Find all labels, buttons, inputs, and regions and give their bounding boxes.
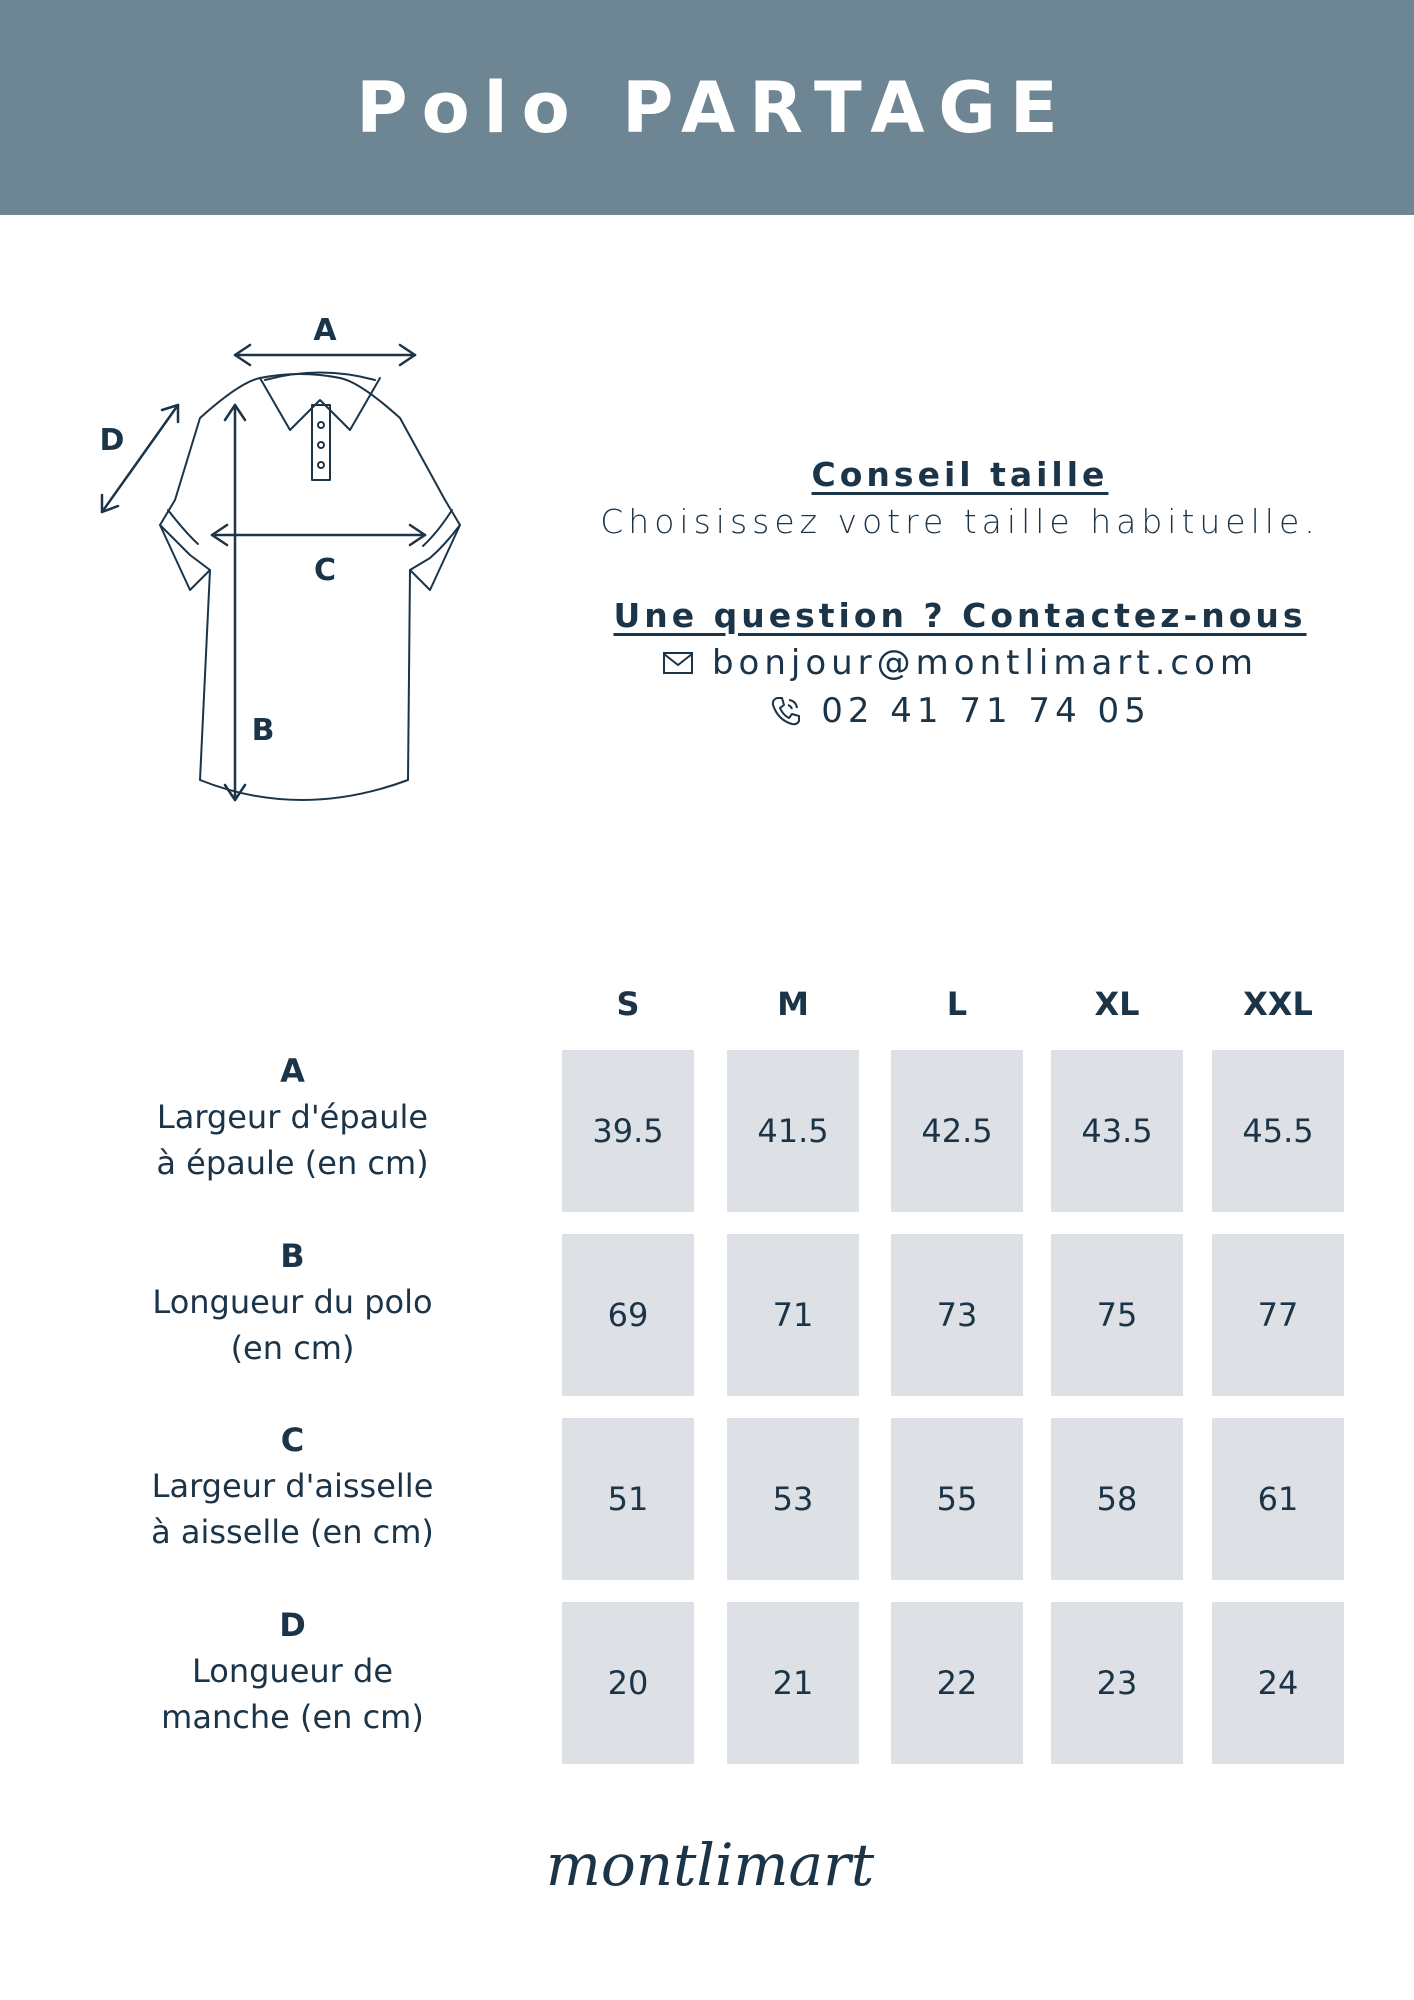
table-cell: 77 [1212,1234,1344,1396]
phone-icon [769,694,803,728]
table-cell: 58 [1051,1418,1183,1580]
advice-text: Choisissez votre taille habituelle. [600,502,1320,541]
montlimart-logo [540,1830,880,1910]
table-cell: 55 [891,1418,1023,1580]
label-d: D [99,423,125,458]
label-c: C [313,553,337,588]
table-cell: 42.5 [891,1050,1023,1212]
size-header-m: M [777,985,809,1023]
size-header-xxl: XXL [1243,985,1313,1023]
polo-measurement-diagram [90,300,530,820]
table-cell: 43.5 [1051,1050,1183,1212]
svg-text:montlimart: montlimart [545,1831,875,1899]
size-header-s: S [616,985,640,1023]
table-cell: 53 [727,1418,859,1580]
row-label-a: A Largeur d'épaule à épaule (en cm) [156,1052,429,1182]
table-cell: 21 [727,1602,859,1764]
table-cell: 23 [1051,1602,1183,1764]
phone-contact[interactable] [600,691,1320,731]
table-cell: 73 [891,1234,1023,1396]
row-label-c: C Largeur d'aisselle à aisselle (en cm) [151,1421,434,1551]
row-label-d: D Longueur de manche (en cm) [161,1606,424,1736]
size-header-xl: XL [1094,985,1140,1023]
table-cell: 20 [562,1602,694,1764]
label-b: B [251,713,275,748]
table-cell: 24 [1212,1602,1344,1764]
table-cell: 75 [1051,1234,1183,1396]
page-title: Polo PARTAGE [356,66,1072,149]
table-cell: 61 [1212,1418,1344,1580]
envelope-icon [662,650,694,676]
table-cell: 69 [562,1234,694,1396]
row-label-b: B Longueur du polo (en cm) [152,1237,433,1367]
table-cell: 39.5 [562,1050,694,1212]
table-cell: 51 [562,1418,694,1580]
table-cell: 45.5 [1212,1050,1344,1212]
table-cell: 41.5 [727,1050,859,1212]
table-cell: 71 [727,1234,859,1396]
email-link[interactable]: bonjour@montlimart.com [711,643,1259,683]
advice-title: Conseil taille [811,455,1109,494]
email-contact[interactable] [600,643,1320,683]
table-cell: 22 [891,1602,1023,1764]
phone-number[interactable]: 02 41 71 74 05 [821,691,1151,731]
size-header-l: L [946,985,968,1023]
label-a: A [313,313,337,348]
header-banner [0,0,1414,215]
polo-shirt-illustration [90,300,530,820]
contact-title: Une question ? Contactez-nous [613,596,1307,635]
size-advice-block [600,455,1320,731]
